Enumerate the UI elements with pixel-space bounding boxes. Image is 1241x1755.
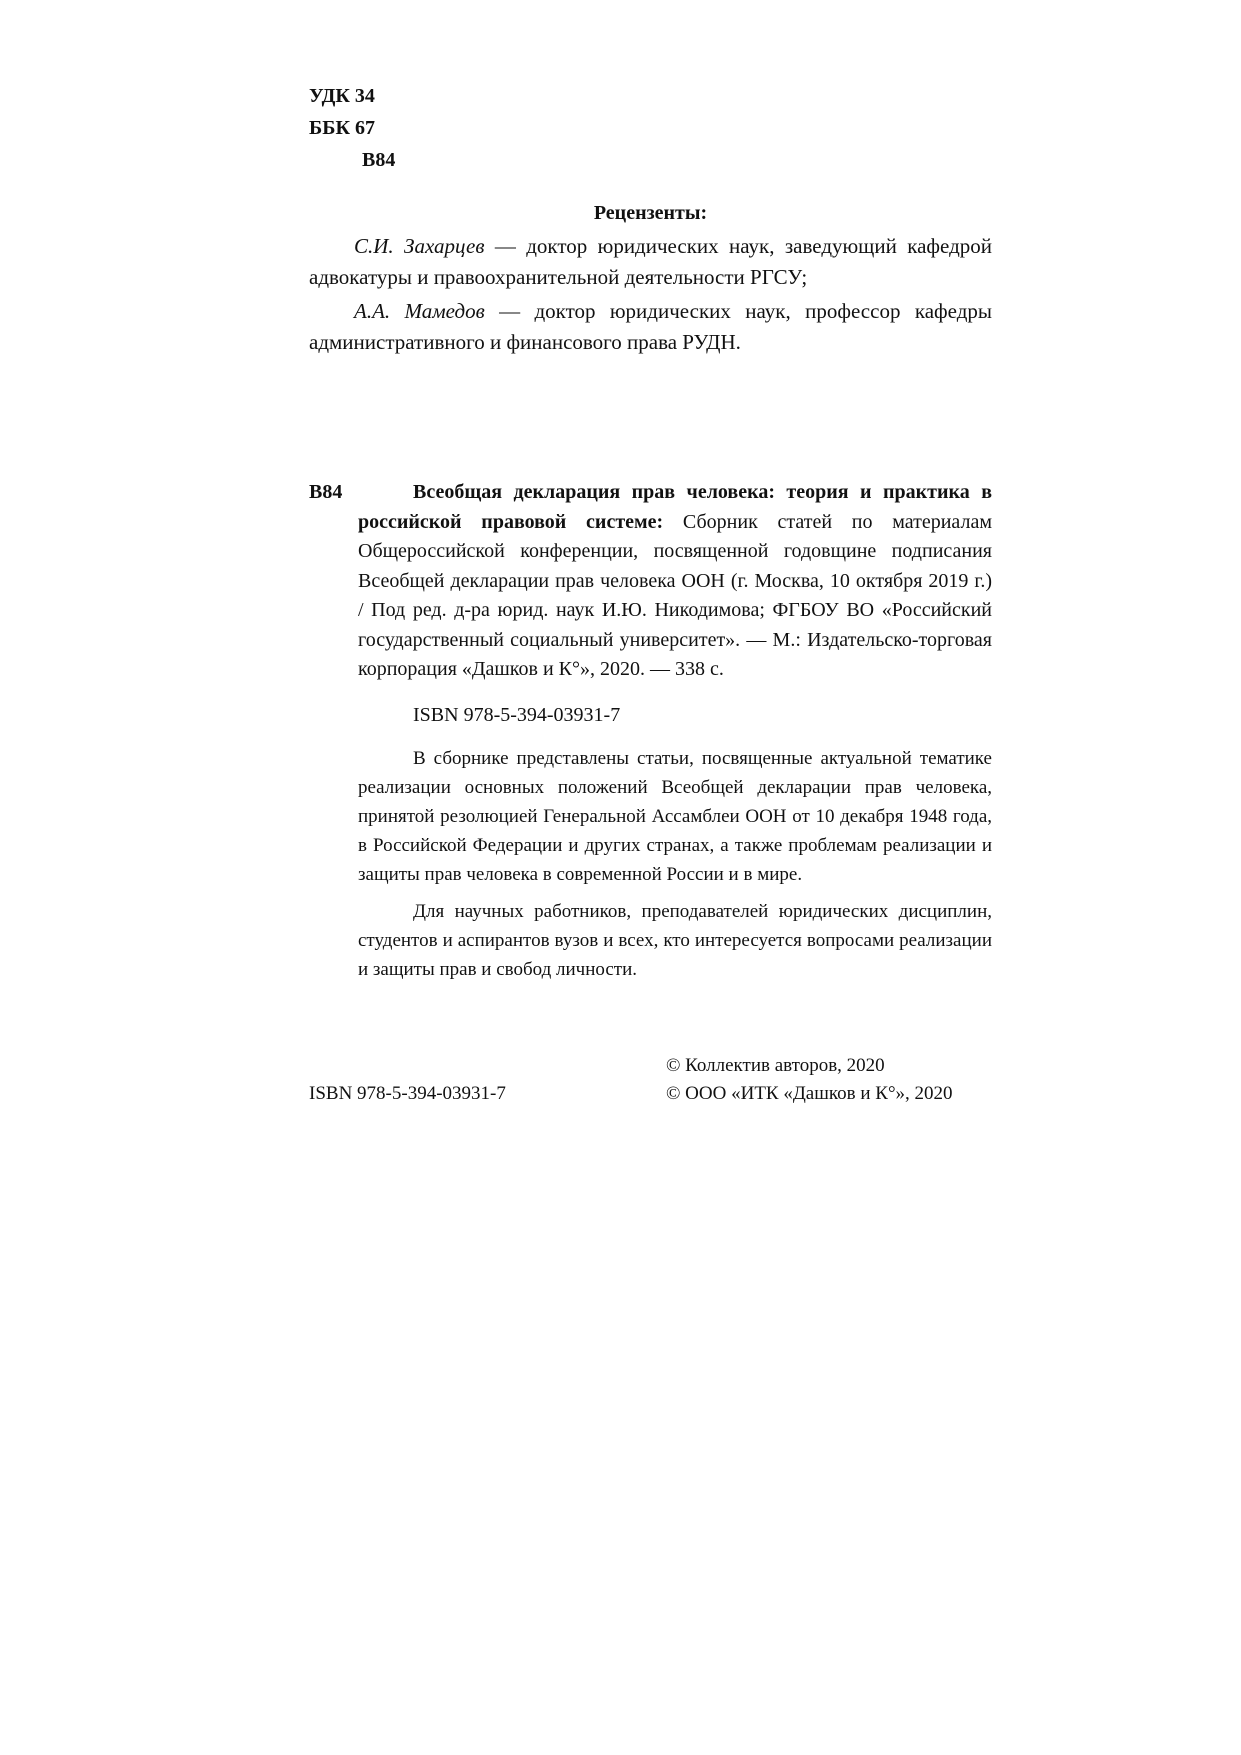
annotation-paragraph: В сборнике представлены статьи, посвященные актуальной тематике реализации основных положений Всеобщей декларации прав человека, принятой резолюцией Генеральной Ассамблеи ООН от 10 декабря 1948 года, в Российской Федерации и других странах, а также проблемам реализации и защиты прав человека в современной России и в мире. [358, 748, 992, 885]
bbk-code: ББК 67 [309, 117, 375, 139]
book-details: Сборник статей по материалам Общероссийской конференции, посвященной годовщине подписания Всеобщей декларации прав человека ООН (г. Москва, 10 октября 2019 г.) / Под ред. д-ра юрид. наук И.Ю. Никодимова; ФГБОУ ВО «Российский государственный социальный университет». — М.: Издательско-торговая корпорация «Дашков и К°», 2020. — 338 с. [358, 510, 992, 680]
author-mark: В84 [362, 149, 396, 171]
reviewer-description: — доктор юридических наук, профессор кафедры административного и финансового права РУДН. [309, 299, 992, 354]
reviewer-entry [309, 296, 992, 358]
entry-author-mark: В84 [309, 481, 343, 503]
reviewer-description: — доктор юридических наук, заведующий кафедрой адвокатуры и правоохранительной деятельности РГСУ; [309, 234, 992, 289]
copyright-publisher: © ООО «ИТК «Дашков и К°», 2020 [666, 1083, 953, 1104]
reviewers-section [309, 198, 992, 358]
reviewers-title: Рецензенты: [593, 202, 708, 224]
copyright-authors: © Коллектив авторов, 2020 [666, 1055, 885, 1076]
udk-code: УДК 34 [309, 85, 375, 107]
classification-codes [309, 80, 395, 176]
footer-isbn: ISBN 978-5-394-03931-7 [309, 1083, 506, 1104]
reviewer-name: С.И. Захарцев [354, 234, 485, 258]
reviewer-entry [309, 231, 992, 293]
bibliographic-description [358, 478, 992, 685]
reviewer-name: А.А. Мамедов [354, 299, 485, 323]
book-title: Всеобщая декларация прав человека: теория и практика в российской правовой системе: [358, 481, 992, 533]
bibliographic-entry [358, 478, 992, 984]
audience-paragraph: Для научных работников, преподавателей юридических дисциплин, студентов и аспирантов вузов и всех, кто интересуется вопросами реализации и защиты прав и свобод личности. [358, 901, 992, 980]
entry-isbn: ISBN 978-5-394-03931-7 [413, 703, 621, 726]
copyright-block [666, 1052, 953, 1108]
